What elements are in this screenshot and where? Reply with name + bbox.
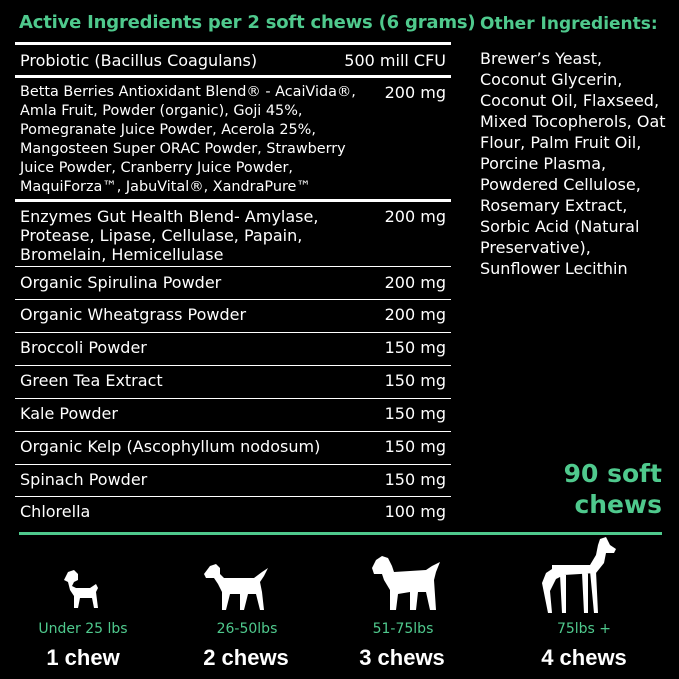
ingredient-amount: 150 mg xyxy=(384,338,446,357)
ingredient-name: Enzymes Gut Health Blend- Amylase, Protease, Lipase, Cellulase, Papain, Bromelain, Hemicellulase xyxy=(20,207,319,264)
table-rule xyxy=(15,266,451,267)
ingredient-name: Green Tea Extract xyxy=(20,371,163,390)
weight-label: 51-75lbs xyxy=(372,621,434,637)
ingredient-amount: 200 mg xyxy=(384,273,446,292)
ingredient-amount: 150 mg xyxy=(384,470,446,489)
ingredient-amount: 150 mg xyxy=(384,404,446,423)
ingredient-amount: 200 mg xyxy=(384,207,446,226)
other-ingredients-list: Brewer’s Yeast, Coconut Glycerin, Coconut Oil, Flaxseed, Mixed Tocopherols, Oat Flour, Palm Fruit Oil, Porcine Plasma, Powdered Cellulose, Rosemary Extract, Sorbic Acid (Natural Preservative), Sunflower Lecithin xyxy=(480,49,666,278)
ingredient-amount: 200 mg xyxy=(384,305,446,324)
weight-label: 75lbs + xyxy=(556,621,612,637)
chew-count xyxy=(522,458,662,520)
table-rule xyxy=(15,199,451,202)
table-rule xyxy=(15,431,451,432)
weight-label: Under 25 lbs xyxy=(38,621,128,637)
ingredient-name: Spinach Powder xyxy=(20,470,148,489)
other-ingredients-title: Other Ingredients: xyxy=(480,14,658,34)
ingredient-name: Organic Kelp (Ascophyllum nodosum) xyxy=(20,437,321,456)
large-dog-icon xyxy=(370,550,446,614)
chews-label: 1 chew xyxy=(46,645,120,670)
ingredient-amount: 500 mill CFU xyxy=(344,51,446,70)
chews-label: 3 chews xyxy=(359,645,445,670)
ingredient-name: Broccoli Powder xyxy=(20,338,147,357)
ingredient-amount: 100 mg xyxy=(384,502,446,521)
chew-count-line2: chews xyxy=(574,490,662,519)
table-top-rule xyxy=(15,42,451,45)
chew-count-line1: 90 soft xyxy=(563,459,662,488)
ingredient-name: Betta Berries Antioxidant Blend® - AcaiVida®, Amla Fruit, Powder (organic), Goji 45%, Pomegranate Juice Powder, Acerola 25%, Mangosteen Super ORAC Powder, Strawberry Juice Powder, Cranberry Juice Powder, MaquiForza™, JabuVital®, XandraPure™ xyxy=(20,84,356,195)
ingredient-name: Kale Powder xyxy=(20,404,118,423)
small-dog-icon xyxy=(60,566,106,612)
medium-dog-icon xyxy=(202,558,274,614)
great-dane-icon xyxy=(540,535,624,615)
table-rule xyxy=(15,464,451,465)
table-rule xyxy=(15,398,451,399)
table-rule xyxy=(15,496,451,497)
chews-label: 4 chews xyxy=(541,645,627,670)
table-rule xyxy=(15,365,451,366)
ingredient-name: Organic Wheatgrass Powder xyxy=(20,305,247,324)
ingredient-amount: 150 mg xyxy=(384,437,446,456)
ingredient-name: Chlorella xyxy=(20,502,91,521)
table-rule xyxy=(15,332,451,333)
ingredient-name: Probiotic (Bacillus Coagulans) xyxy=(20,51,258,70)
table-rule xyxy=(15,75,451,78)
ingredient-name: Organic Spirulina Powder xyxy=(20,273,222,292)
ingredient-amount: 150 mg xyxy=(384,371,446,390)
ingredients-title: Active Ingredients per 2 soft chews (6 grams) xyxy=(19,12,476,33)
table-rule xyxy=(15,299,451,300)
chews-label: 2 chews xyxy=(203,645,289,670)
ingredient-amount: 200 mg xyxy=(384,83,446,102)
weight-label: 26-50lbs xyxy=(216,621,278,637)
